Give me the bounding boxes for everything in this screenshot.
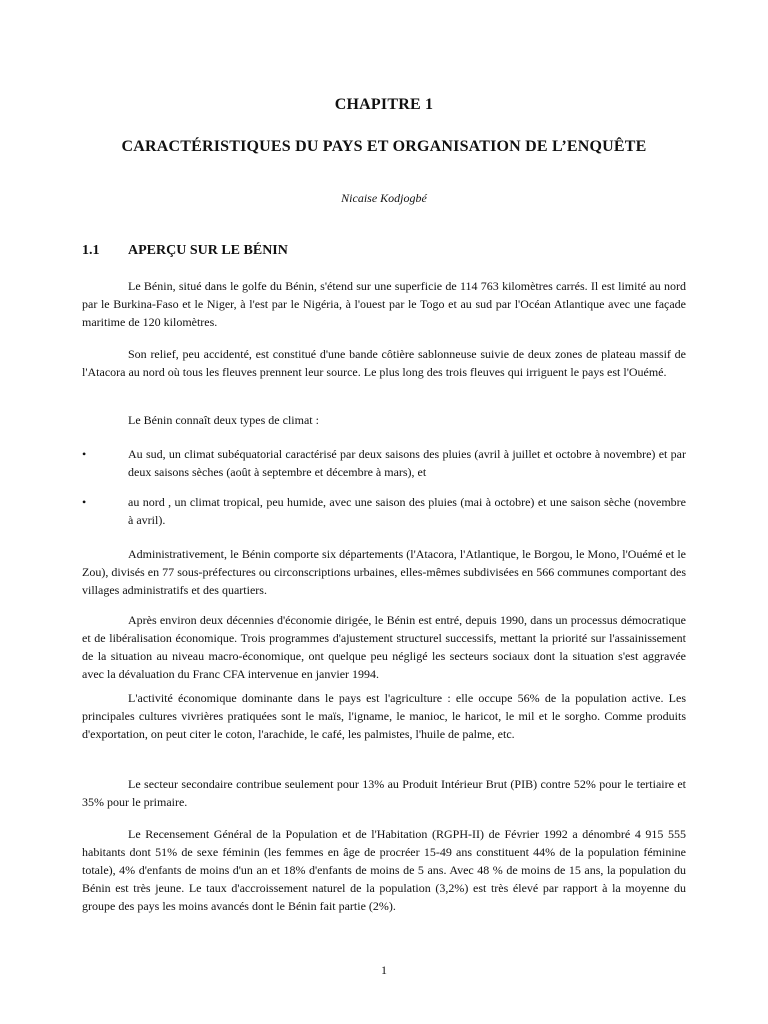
bullet-icon: • (82, 495, 87, 509)
paragraph-climate-intro: Le Bénin connaît deux types de climat : (128, 413, 319, 427)
chapter-label: CHAPITRE 1 (334, 96, 434, 113)
paragraph-administration: Administrativement, le Bénin comporte six départements (l'Atacora, l'Atlantique, le Borgou, le Mono, l'Ouémé et le Zou), divisés en 77 sous-préfectures ou circonscriptions urbaines, elles-mêmes subdivisées en 566 communes comportant des villages administratifs et des quartiers. (82, 547, 686, 597)
list-item (82, 493, 686, 529)
paragraph-agriculture: L'activité économique dominante dans le pays est l'agriculture : elle occupe 56% de la population active. Les principales cultures vivrières pratiquées sont le maïs, l'igname, le manioc, le haricot, le mil et le sorgho. Comme produits d'exportation, on peut citer le coton, l'arachide, le café, les palmistes, l'huile de palme, etc. (82, 691, 686, 741)
paragraph-relief: Son relief, peu accidenté, est constitué d'une bande côtière sablonneuse suivie de deux zones de plateau massif de l'Atacora au nord où tous les fleuves prennent leur source. Le plus long des trois fleuves qui irriguent le pays est l'Ouémé. (82, 347, 686, 379)
section-title: APERÇU SUR LE BÉNIN (128, 243, 288, 258)
chapter-title: CARACTÉRISTIQUES DU PAYS ET ORGANISATION DE L’ENQUÊTE (121, 138, 647, 155)
paragraph-sectors: Le secteur secondaire contribue seulement pour 13% au Produit Intérieur Brut (PIB) contre 52% pour le tertiaire et 35% pour le primaire. (82, 777, 686, 809)
paragraph-economy-history: Après environ deux décennies d'économie dirigée, le Bénin est entré, depuis 1990, dans un processus démocratique et de libéralisation économique. Trois programmes d'ajustement structurel successifs, mettant la priorité sur l'assainissement de la situation au niveau macro-économique, ont quelque peu négligé les secteurs sociaux dont la situation s'est aggravée avec la dévaluation du Franc CFA intervenue en janvier 1994. (82, 613, 686, 681)
list-item-text: au nord , un climat tropical, peu humide, avec une saison des pluies (mai à octobre) et une saison sèche (novembre à avril). (128, 495, 686, 527)
section-heading (82, 243, 288, 259)
page-number: 1 (381, 963, 387, 977)
author-name: Nicaise Kodjogbé (341, 191, 427, 205)
bullet-icon: • (82, 447, 87, 461)
section-number: 1.1 (82, 243, 100, 258)
list-item-text: Au sud, un climat subéquatorial caractérisé par deux saisons des pluies (avril à juillet et octobre à novembre) et par deux saisons sèches (août à septembre et décembre à mars), et (128, 447, 686, 479)
list-item (82, 445, 686, 481)
paragraph-census: Le Recensement Général de la Population et de l'Habitation (RGPH-II) de Février 1992 a dénombré 4 915 555 habitants dont 51% de sexe féminin (les femmes en âge de procréer 15-49 ans constituent 44% de la population féminine totale), 4% d'enfants de moins d'un an et 18% d'enfants de moins de 5 ans. Avec 48 % de moins de 15 ans, la population du Bénin est très jeune. Le taux d'accroissement naturel de la population (3,2%) est très élevé par rapport à la moyenne du groupe des pays les moins avancés dont le Bénin fait partie (2%). (82, 827, 686, 913)
paragraph-geography: Le Bénin, situé dans le golfe du Bénin, s'étend sur une superficie de 114 763 kilomètres carrés. Il est limité au nord par le Burkina-Faso et le Niger, à l'est par le Nigéria, à l'ouest par le Togo et au sud par l'Océan Atlantique avec une façade maritime de 120 kilomètres. (82, 279, 686, 329)
